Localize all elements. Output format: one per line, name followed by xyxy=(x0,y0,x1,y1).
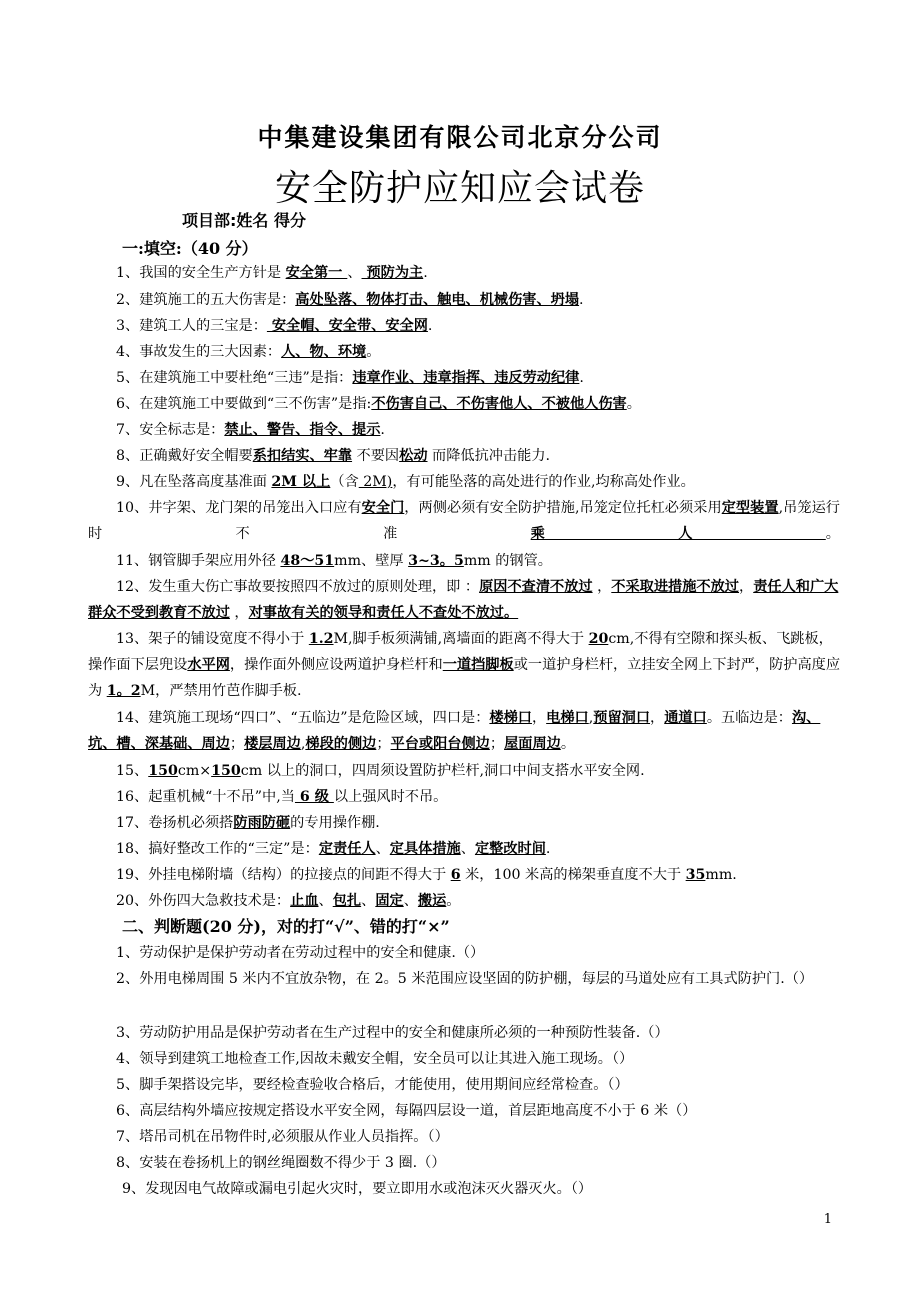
judge-q1: 1、劳动保护是保护劳动者在劳动过程中的安全和健康.（） xyxy=(116,945,485,961)
fill-q13: 13、架子的铺设宽度不得小于 1.2M,脚手板须满铺,离墙面的距离不得大于 20cm,不得有空隙和探头板、飞跳板，操作面下层兜设水平网，操作面外侧应设两道护身栏杆和一道挡脚板或一道护身栏杆，立挂安全网上下封严，防护高度应为 1。2M，严禁用竹芭作脚手板. xyxy=(88,631,841,699)
fill-q9: 9、凡在坠落高度基准面 2M 以上（含 2M)，有可能坠落的高处进行的作业,均称高处作业。 xyxy=(116,474,695,490)
exam-title: 安全防护应知应会试卷 xyxy=(274,168,645,209)
judge-q2: 2、外用电梯周围 5 米内不宜放杂物，在 2。5 米范围应设坚固的防护棚，每层的马道处应有工具式防护门.（） xyxy=(116,971,814,987)
judge-q8: 8、安装在卷扬机上的钢丝绳圈数不得少于 3 圈.（） xyxy=(116,1155,446,1171)
judge-q6: 6、高层结构外墙应按规定搭设水平安全网，每隔四层设一道，首层距地高度不小于 6 米（） xyxy=(116,1103,697,1119)
fill-q10: 10、井字架、龙门架的吊笼出入口应有安全门，两侧必须有安全防护措施,吊笼定位托杠必须采用定型装置,吊笼运行时不准乘人。 xyxy=(88,500,840,542)
fill-q4: 4、事故发生的三大因素：人、物、环境。 xyxy=(116,344,381,360)
project-name-score-line: 项目部:姓名 得分 xyxy=(182,211,306,230)
fill-q14: 14、建筑施工现场“四口”、“五临边”是危险区域，四口是：楼梯口，电梯口,预留洞口，通道口。五临边是：沟、坑、槽、深基础、周边；楼层周边,梯段的侧边；平台或阳台侧边；屋面周边。 xyxy=(88,710,821,752)
fill-q1: 1、我国的安全生产方针是 安全第一 、 预防为主. xyxy=(116,265,428,281)
fill-q3: 3、建筑工人的三宝是： 安全帽、安全带、安全网. xyxy=(116,318,433,334)
judge-q4: 4、领导到建筑工地检查工作,因故未戴安全帽，安全员可以让其进入施工现场。（） xyxy=(116,1051,634,1067)
fill-q16: 16、起重机械“十不吊”中,当 6 级 以上强风时不吊。 xyxy=(116,789,448,805)
fill-q11: 11、钢管脚手架应用外径 48～51mm、壁厚 3~3。5mm 的钢管。 xyxy=(116,553,552,569)
page-number: 1 xyxy=(823,1212,832,1227)
judge-q9: 9、发现因电气故障或漏电引起火灾时，要立即用水或泡沫灭火器灭火。（） xyxy=(122,1181,593,1197)
fill-q2: 2、建筑施工的五大伤害是：高处坠落、物体打击、触电、机械伤害、坍塌. xyxy=(116,292,584,308)
fill-q15: 15、150cm×150cm 以上的洞口，四周须设置防护栏杆,洞口中间支搭水平安全网. xyxy=(116,763,645,779)
company-name: 中集建设集团有限公司北京分公司 xyxy=(257,123,663,152)
fill-q8: 8、正确戴好安全帽要系扣结实、牢靠 不要因松动 而降低抗冲击能力. xyxy=(116,448,551,464)
judge-q3: 3、劳动防护用品是保护劳动者在生产过程中的安全和健康所必须的一种预防性装备.（） xyxy=(116,1025,669,1041)
fill-q18: 18、搞好整改工作的“三定”是：定责任人、定具体措施、定整改时间. xyxy=(116,841,551,857)
fill-q20: 20、外伤四大急救技术是：止血、包扎、固定、搬运。 xyxy=(116,893,461,909)
fill-q17: 17、卷扬机必须搭防雨防砸的专用操作棚. xyxy=(116,815,380,831)
fill-q5: 5、在建筑施工中要杜绝“三违”是指：违章作业、违章指挥、违反劳动纪律. xyxy=(116,370,584,386)
judge-q7: 7、塔吊司机在吊物件时,必须服从作业人员指挥。（） xyxy=(116,1129,449,1145)
fill-q19: 19、外挂电梯附墙（结构）的拉接点的间距不得大于 6 米，100 米高的梯架垂直度不大于 35mm. xyxy=(116,867,737,883)
section-fill-heading: 一:填空:（40 分） xyxy=(122,239,258,258)
section-judge-heading: 二、判断题(20 分)，对的打“√”、错的打“×” xyxy=(122,917,450,936)
judge-q5: 5、脚手架搭设完毕，要经检查验收合格后，才能使用，使用期间应经常检查。（） xyxy=(116,1077,629,1093)
fill-q6: 6、在建筑施工中要做到“三不伤害”是指:不伤害自己、不伤害他人、不被他人伤害。 xyxy=(116,396,641,412)
fill-q12: 12、发生重大伤亡事故要按照四不放过的原则处理，即 ：原因不查清不放过 ，不采取进措施不放过，责任人和广大群众不受到教育不放过 ，对事故有关的领导和责任人不查处不放过。 xyxy=(88,579,839,621)
fill-q7: 7、安全标志是：禁止、警告、指令、提示. xyxy=(116,422,385,438)
